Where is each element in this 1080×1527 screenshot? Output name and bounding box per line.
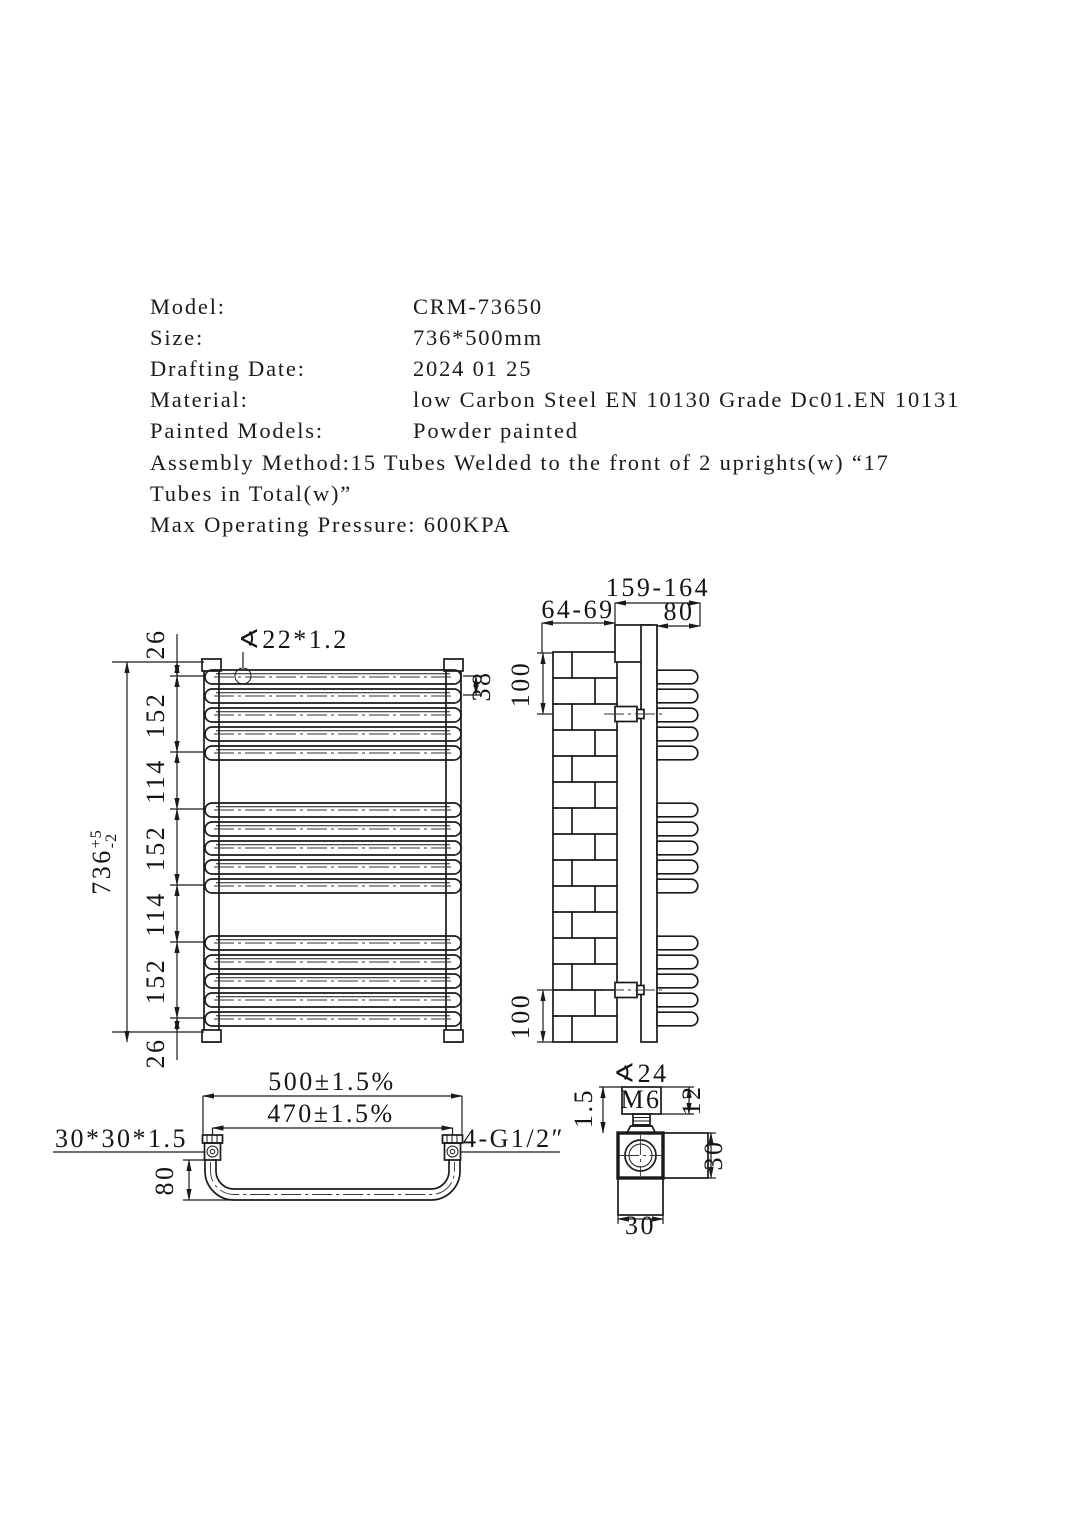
dim-wall-to-upright: 64-69: [541, 595, 615, 624]
callout-connections: 4-G1/2″: [463, 1124, 565, 1153]
tube-bow-outer: [205, 1160, 460, 1200]
dim-overall-width: 500±1.5%: [268, 1067, 396, 1096]
dim-152-a: 152: [141, 691, 170, 739]
side-tube: [657, 1012, 698, 1026]
dim-section-height: 30: [699, 1139, 728, 1171]
side-view: [506, 573, 710, 1042]
side-tube: [657, 822, 698, 836]
plan-right-upright: [443, 1135, 463, 1160]
side-tube: [657, 670, 698, 684]
wall-brick-hatch: [553, 652, 617, 1042]
side-tube: [657, 936, 698, 950]
spec-value: CRM-73650: [413, 294, 543, 319]
plan-left-upright: [203, 1135, 223, 1160]
side-tube: [657, 879, 698, 893]
spec-assembly-line1: Assembly Method:15 Tubes Welded to the front of 2 uprights(w) “17: [150, 450, 890, 475]
spec-value: 2024 01 25: [413, 356, 533, 381]
dim-upright-centers: 470±1.5%: [267, 1099, 395, 1128]
side-tubes: [657, 670, 698, 1026]
callout-upright-section: 30*30*1.5: [55, 1124, 188, 1153]
spec-label: Painted Models:: [150, 418, 324, 443]
wall-section: [553, 652, 617, 1042]
dim-26-top: 26: [141, 628, 170, 660]
connection-port-inner: [210, 1149, 215, 1154]
dim-washer-height: 12: [677, 1084, 706, 1116]
front-tubes: [205, 670, 461, 1026]
connection-port: [207, 1146, 218, 1157]
dim-tube-pitch: 38: [467, 670, 496, 702]
spec-label: Material:: [150, 387, 249, 412]
tube-spec-label: ∢22*1.2: [238, 625, 349, 654]
spec-assembly-line2: Tubes in Total(w)”: [150, 481, 353, 506]
front-right-upright-bottom-cap: [444, 1030, 463, 1042]
connection-port-inner: [450, 1149, 455, 1154]
spec-value: low Carbon Steel EN 10130 Grade Dc01.EN 10131: [413, 387, 961, 412]
side-tube: [657, 860, 698, 874]
side-tube: [657, 727, 698, 741]
spec-label: Model:: [150, 294, 226, 319]
bottom-view: [53, 1067, 565, 1200]
dim-overall-depth: 159-164: [605, 573, 711, 602]
side-tube: [657, 803, 698, 817]
dim-114-a: 114: [141, 758, 170, 804]
spec-max-pressure: Max Operating Pressure: 600KPA: [150, 512, 512, 537]
dim-plate-thickness: 1.5: [569, 1088, 598, 1128]
dim-bracket-bottom-offset: 100: [506, 992, 535, 1040]
dim-tube-depth: 80: [663, 597, 695, 626]
side-upright-body: [641, 625, 657, 1042]
front-left-upright-bottom-cap: [202, 1030, 221, 1042]
side-tube: [657, 746, 698, 760]
dim-bow-depth: 80: [150, 1164, 179, 1196]
dim-overall-height: $736^{+5}-2$: [87, 829, 120, 895]
spec-value: 736*500mm: [413, 325, 543, 350]
dim-bracket-top-offset: 100: [506, 660, 535, 708]
dim-26-bottom: 26: [141, 1037, 170, 1069]
upright-down-extension: [618, 1178, 663, 1215]
side-tube: [657, 974, 698, 988]
side-tube: [657, 993, 698, 1007]
spec-value: Powder painted: [413, 418, 579, 443]
side-tube: [657, 689, 698, 703]
thread-label: M6: [620, 1085, 662, 1114]
connection-port: [447, 1146, 458, 1157]
side-tube: [657, 955, 698, 969]
dim-152-c: 152: [141, 957, 170, 1005]
detail-view: [569, 1059, 728, 1240]
spec-label: Size:: [150, 325, 204, 350]
front-view: [87, 625, 496, 1069]
side-tube: [657, 708, 698, 722]
side-tube: [657, 841, 698, 855]
spec-label: Drafting Date:: [150, 356, 306, 381]
tube-bow-inner: [216, 1160, 449, 1189]
dim-152-b: 152: [141, 824, 170, 872]
dim-washer-dia: ∢24: [613, 1059, 669, 1088]
dim-114-b: 114: [141, 891, 170, 937]
dim-section-width: 30: [625, 1211, 656, 1240]
